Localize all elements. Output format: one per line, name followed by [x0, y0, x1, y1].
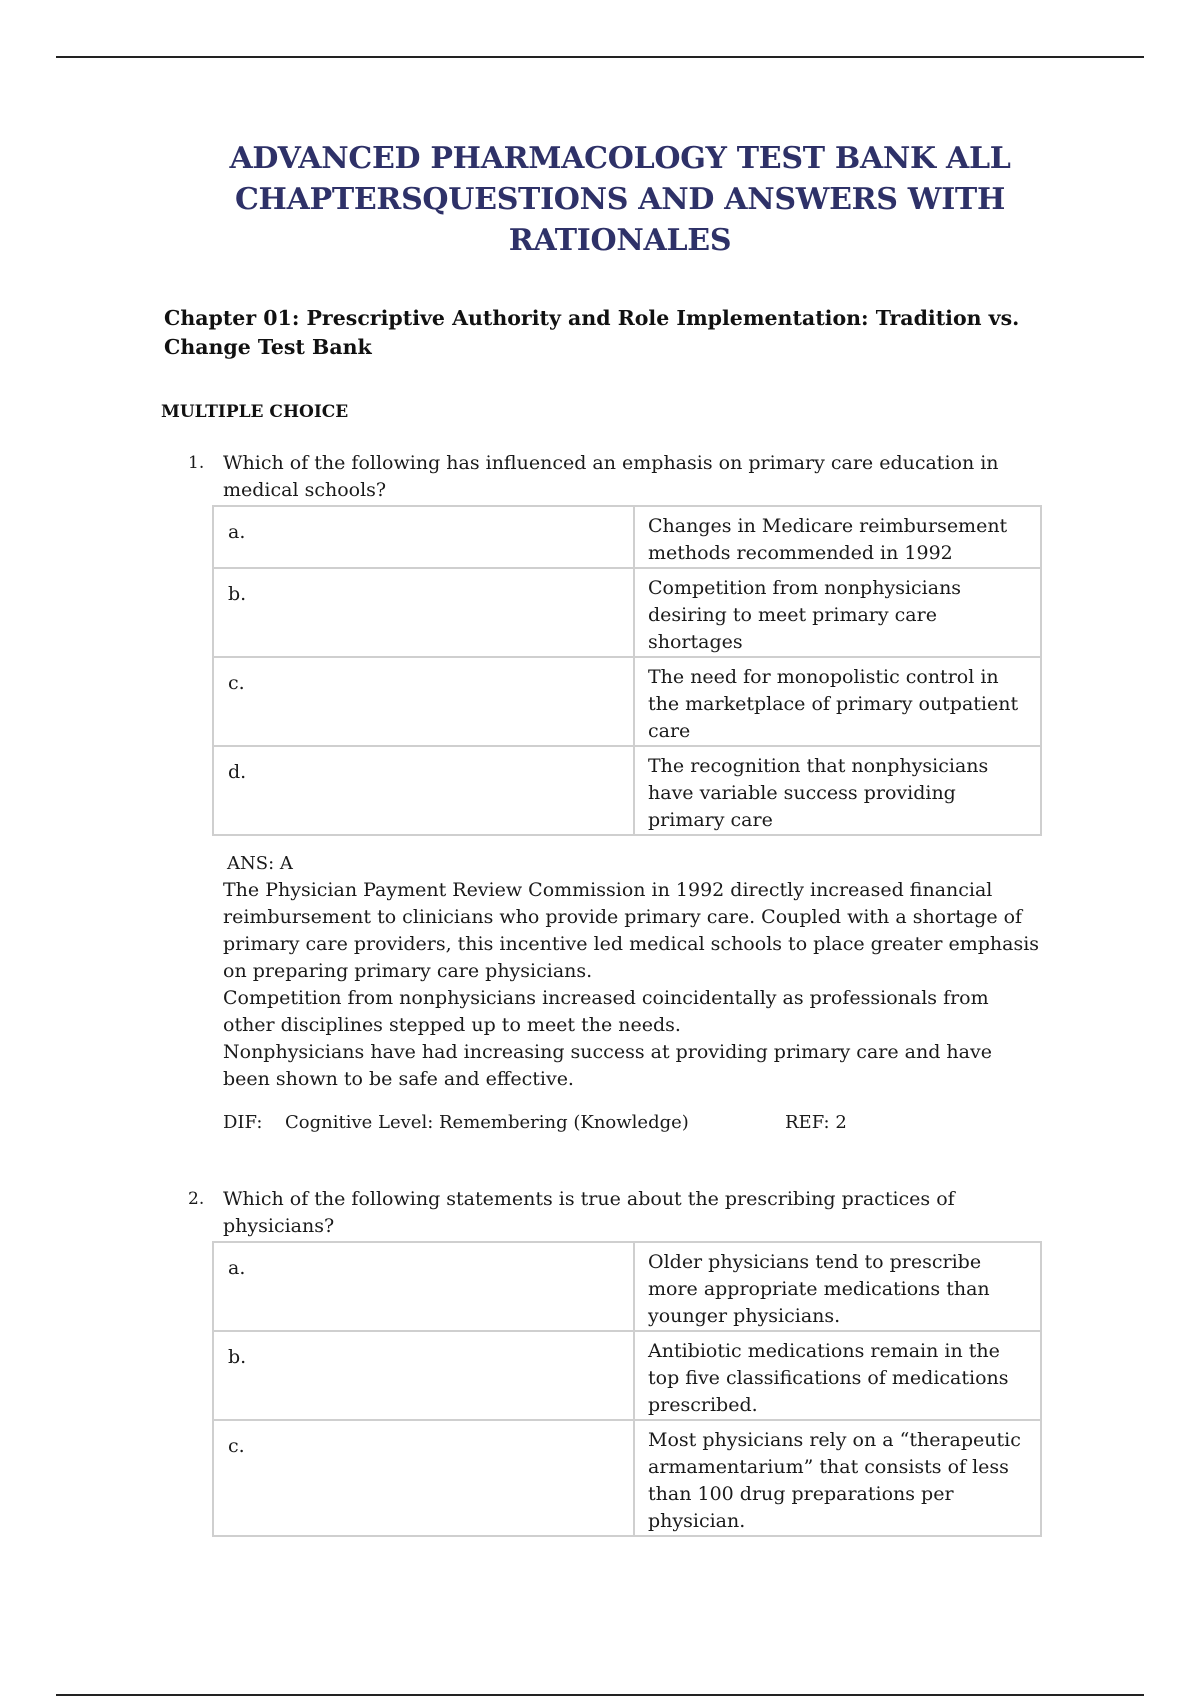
choice-letter: b.: [213, 1331, 634, 1420]
choice-text: The need for monopolistic control in the marketplace of primary outpatient care: [634, 657, 1041, 746]
question-stem: [188, 450, 1030, 504]
rationale-paragraph: Competition from nonphysicians increased coincidentally as professionals from other disciplines stepped up to meet the needs.: [223, 987, 989, 1036]
top-rule: [56, 56, 1144, 58]
rationale-paragraph: The Physician Payment Review Commission in 1992 directly increased financial reimbursement to clinicians who provide primary care. Coupled with a shortage of primary care providers, this incentive led medical schools to place greater emphasis on preparing primary care physicians.: [223, 879, 1040, 982]
question-number: 1.: [188, 453, 205, 473]
choice-text: Competition from nonphysicians desiring to meet primary care shortages: [634, 568, 1041, 657]
question-text: Which of the following has influenced an emphasis on primary care education in medical schools?: [223, 452, 999, 501]
choice-letter: a.: [213, 506, 634, 568]
difficulty-label: DIF:: [223, 1112, 263, 1133]
question-meta: [188, 1111, 1068, 1135]
choice-row: [213, 746, 1041, 835]
choices-table: [212, 1241, 1042, 1537]
choice-letter: a.: [213, 1242, 634, 1331]
choice-text: Most physicians rely on a “therapeutic armamentarium” that consists of less than 100 drug preparations per physician.: [634, 1420, 1041, 1536]
choice-letter: b.: [213, 568, 634, 657]
choice-letter: d.: [213, 746, 634, 835]
difficulty-value: Cognitive Level: Remembering (Knowledge): [285, 1112, 689, 1133]
choice-text: The recognition that nonphysicians have variable success providing primary care: [634, 746, 1041, 835]
choice-row: [213, 1242, 1041, 1331]
choices-table: [212, 505, 1042, 836]
choice-text: Older physicians tend to prescribe more appropriate medications than younger physicians.: [634, 1242, 1041, 1331]
rationale-paragraph: Nonphysicians have had increasing success at providing primary care and have been shown to be safe and effective.: [223, 1041, 992, 1090]
choice-row: [213, 568, 1041, 657]
answer-key: ANS: A: [227, 853, 293, 874]
choice-letter: c.: [213, 657, 634, 746]
choice-text: Changes in Medicare reimbursement methods recommended in 1992: [634, 506, 1041, 568]
question-stem: [188, 1186, 1030, 1240]
reference: REF: 2: [785, 1112, 847, 1133]
chapter-title: Chapter 01: Prescriptive Authority and Role Implementation: Tradition vs. Change Test Bank: [164, 306, 1020, 359]
question-text: Which of the following statements is true about the prescribing practices of physicians?: [223, 1188, 955, 1237]
bottom-rule: [56, 1694, 1144, 1696]
choice-letter: c.: [213, 1420, 634, 1536]
question-number: 2.: [188, 1189, 205, 1209]
document-title: ADVANCED PHARMACOLOGY TEST BANK ALL CHAPTERSQUESTIONS AND ANSWERS WITH RATIONALES: [229, 141, 1011, 258]
choice-row: [213, 1331, 1041, 1420]
question-1: [188, 450, 1068, 1135]
question-2: [188, 1186, 1068, 1537]
choice-row: [213, 657, 1041, 746]
section-heading: MULTIPLE CHOICE: [161, 402, 349, 422]
rationale: [188, 877, 1043, 1093]
choice-row: [213, 506, 1041, 568]
choice-row: [213, 1420, 1041, 1536]
choice-text: Antibiotic medications remain in the top five classifications of medications prescribed.: [634, 1331, 1041, 1420]
